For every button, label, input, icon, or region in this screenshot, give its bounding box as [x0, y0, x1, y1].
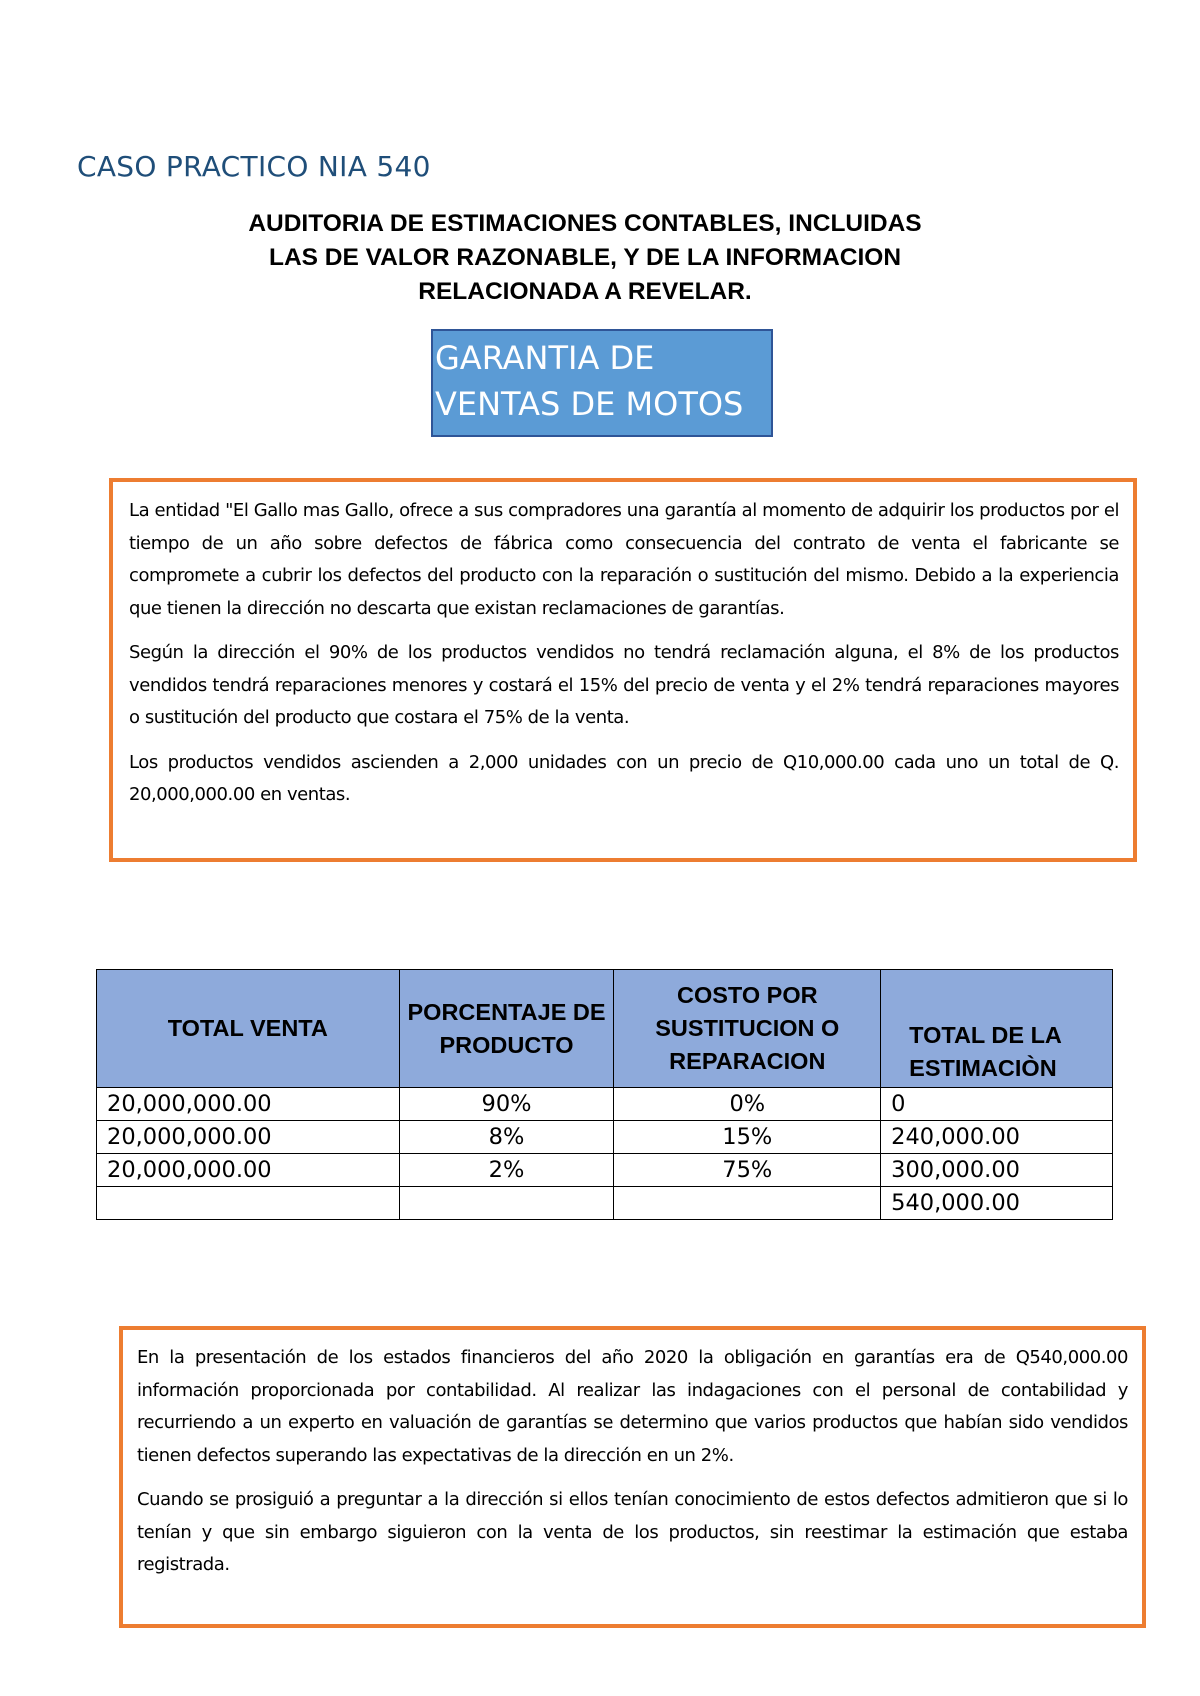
cell-costo: 0%: [614, 1088, 881, 1121]
followup-box: [119, 1326, 1146, 1628]
cell-porcentaje: 8%: [399, 1121, 614, 1154]
cell-porcentaje: 2%: [399, 1154, 614, 1187]
case-paragraph: Los productos vendidos ascienden a 2,000 unidades con un precio de Q10,000.00 cada uno un total de Q. 20,000,000.00 en ventas.: [129, 751, 1119, 805]
cell-porcentaje: [399, 1187, 614, 1220]
case-title: CASO PRACTICO NIA 540: [77, 150, 431, 183]
cell-total-estimacion: 0: [881, 1088, 1113, 1121]
cell-total-estimacion: 240,000.00: [881, 1121, 1113, 1154]
cell-costo: [614, 1187, 881, 1220]
cell-porcentaje: 90%: [399, 1088, 614, 1121]
cell-costo: 75%: [614, 1154, 881, 1187]
case-paragraph: Según la dirección el 90% de los productos vendidos no tendrá reclamación alguna, el 8% de los productos vendidos tendrá reparaciones menores y costará el 15% del precio de venta y el 2% tendrá reparaciones mayores o sustitución del producto que costara el 75% de la venta.: [129, 642, 1119, 728]
table-row: [97, 1088, 1113, 1121]
heading-line: RELACIONADA A REVELAR.: [418, 278, 752, 305]
heading-line: AUDITORIA DE ESTIMACIONES CONTABLES, INCLUIDAS: [248, 210, 922, 237]
header-total-estimacion: TOTAL DE LA ESTIMACIÒN: [881, 970, 1113, 1088]
cell-total-venta: [97, 1187, 400, 1220]
cell-grand-total: 540,000.00: [881, 1187, 1113, 1220]
estimation-table: [96, 969, 1113, 1220]
cell-total-venta: 20,000,000.00: [97, 1121, 400, 1154]
heading-line: LAS DE VALOR RAZONABLE, Y DE LA INFORMACION: [268, 244, 902, 271]
table-total-row: [97, 1187, 1113, 1220]
main-heading: [150, 207, 1020, 309]
header-costo: COSTO POR SUSTITUCION O REPARACION: [614, 970, 881, 1088]
table-header-row: [97, 970, 1113, 1088]
warranty-banner: [431, 329, 773, 437]
cell-total-venta: 20,000,000.00: [97, 1154, 400, 1187]
cell-costo: 15%: [614, 1121, 881, 1154]
followup-paragraph: En la presentación de los estados financieros del año 2020 la obligación en garantías era de Q540,000.00 información proporcionada por contabilidad. Al realizar las indagaciones con el personal de contabilidad y recurriendo a un experto en valuación de garantías se determino que varios productos que habían sido vendidos tienen defectos superando las expectativas de la dirección en un 2%.: [137, 1347, 1128, 1466]
table-row: [97, 1154, 1113, 1187]
cell-total-estimacion: 300,000.00: [881, 1154, 1113, 1187]
warranty-banner-text: GARANTIA DE VENTAS DE MOTOS: [435, 339, 744, 423]
followup-paragraph: Cuando se prosiguió a preguntar a la dirección si ellos tenían conocimiento de estos defectos admitieron que si lo tenían y que sin embargo siguieron con la venta de los productos, sin reestimar la estimación que estaba registrada.: [137, 1489, 1128, 1575]
header-total-venta: TOTAL VENTA: [97, 970, 400, 1088]
case-paragraph: La entidad "El Gallo mas Gallo, ofrece a sus compradores una garantía al momento de adquirir los productos por el tiempo de un año sobre defectos de fábrica como consecuencia del contrato de venta el fabricante se compromete a cubrir los defectos del producto con la reparación o sustitución del mismo. Debido a la experiencia que tienen la dirección no descarta que existan reclamaciones de garantías.: [129, 500, 1119, 619]
table-row: [97, 1121, 1113, 1154]
cell-total-venta: 20,000,000.00: [97, 1088, 400, 1121]
case-description-box: [109, 478, 1137, 862]
header-porcentaje: PORCENTAJE DE PRODUCTO: [399, 970, 614, 1088]
